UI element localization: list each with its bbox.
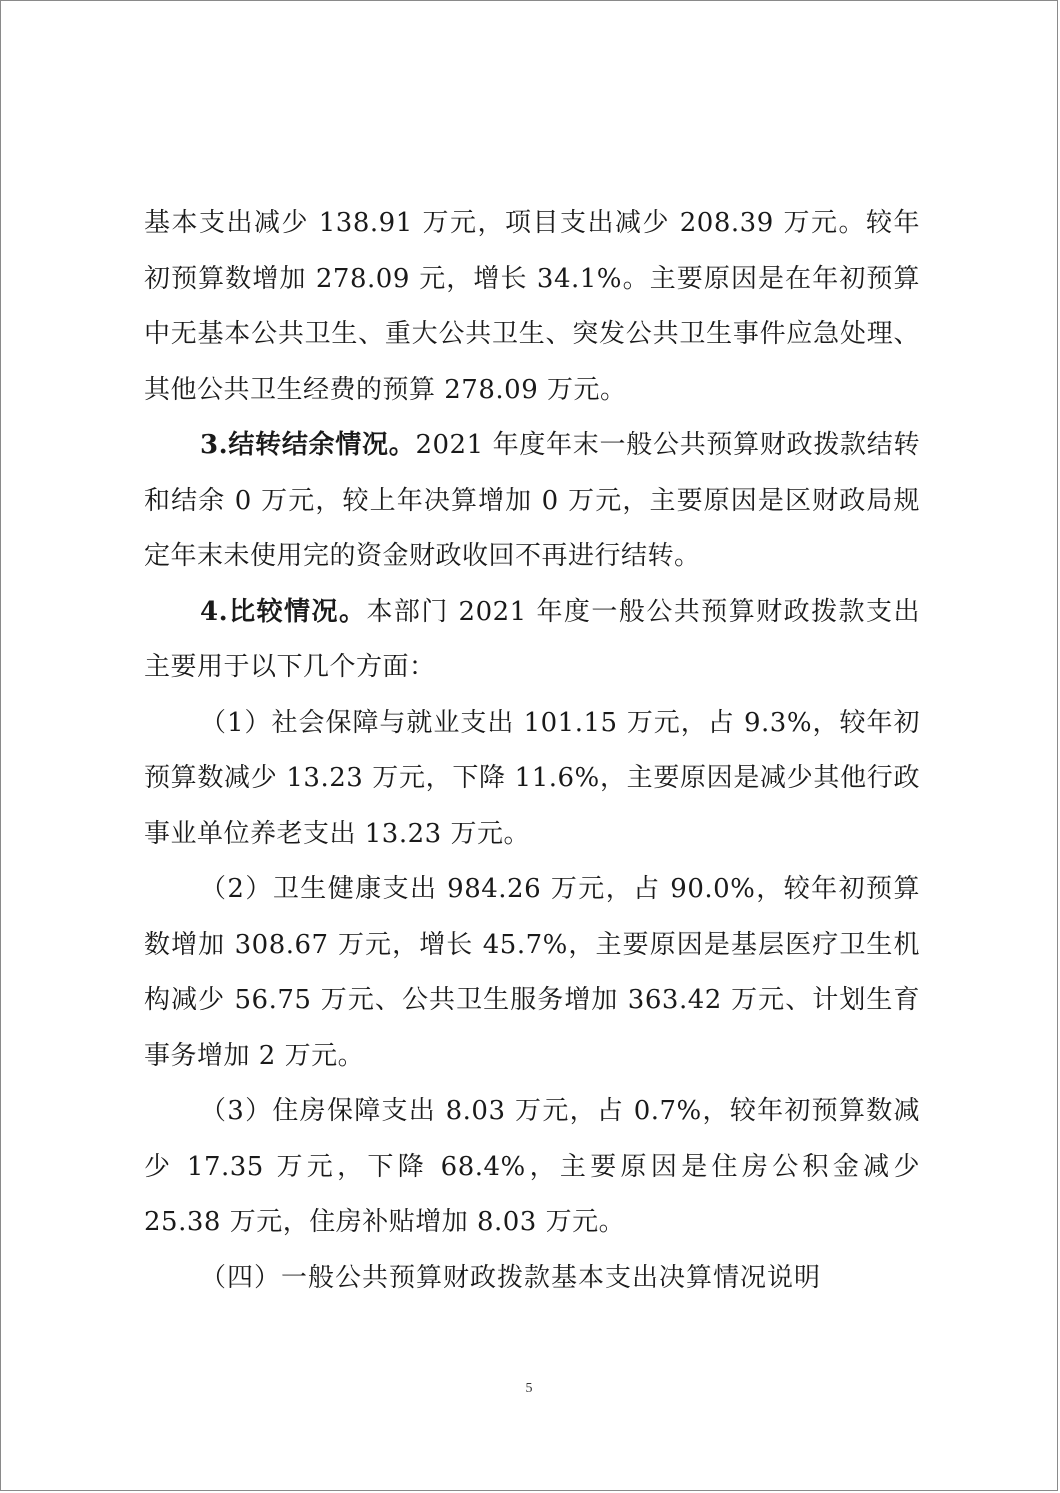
paragraph-text: 基本支出减少 138.91 万元，项目支出减少 208.39 万元。较年初预算数增加 278.09 元，增长 34.1%。主要原因是在年初预算中无基本公共卫生、重大公共卫生、突发公共卫生事件应急处理、其他公共卫生经费的预算 278.09 万元。 bbox=[144, 208, 920, 405]
paragraph-item-social-security bbox=[144, 696, 920, 863]
paragraph-lead: 4.比较情况。 bbox=[200, 596, 367, 627]
section-heading: （四）一般公共预算财政拨款基本支出决算情况说明 bbox=[200, 1262, 822, 1293]
paragraph-lead: 3.结转结余情况。 bbox=[200, 430, 416, 460]
paragraph-text: （2）卫生健康支出 984.26 万元，占 90.0%，较年初预算数增加 308.67 万元，增长 45.7%，主要原因是基层医疗卫生机构减少 56.75 万元、公共卫生服务增加 363.42 万元、计划生育事务增加 2 万元。 bbox=[144, 874, 920, 1071]
paragraph-text: 2021 年度年末一般公共预算财政拨款结转和结余 0 万元，较上年决算增加 0 万元，主要原因是区财政局规定年末未使用完的资金财政收回不再进行结转。 bbox=[144, 430, 920, 571]
paragraph-continuation bbox=[144, 196, 920, 418]
page-number: 5 bbox=[525, 1381, 533, 1396]
paragraph-text: 本部门 2021 年度一般公共预算财政拨款支出主要用于以下几个方面： bbox=[144, 596, 920, 682]
paragraph-item-health bbox=[144, 862, 920, 1084]
page-body bbox=[144, 196, 920, 1306]
paragraph-text: （3）住房保障支出 8.03 万元，占 0.7%，较年初预算数减少 17.35 万元，下降 68.4%，主要原因是住房公积金减少 25.38 万元，住房补贴增加 8.03 万元。 bbox=[144, 1096, 920, 1237]
paragraph-text: （1）社会保障与就业支出 101.15 万元，占 9.3%，较年初预算数减少 13.23 万元，下降 11.6%，主要原因是减少其他行政事业单位养老支出 13.23 万元。 bbox=[144, 707, 920, 849]
paragraph-comparison bbox=[144, 585, 920, 696]
paragraph-item-housing bbox=[144, 1084, 920, 1251]
paragraph-carryover bbox=[144, 418, 920, 585]
